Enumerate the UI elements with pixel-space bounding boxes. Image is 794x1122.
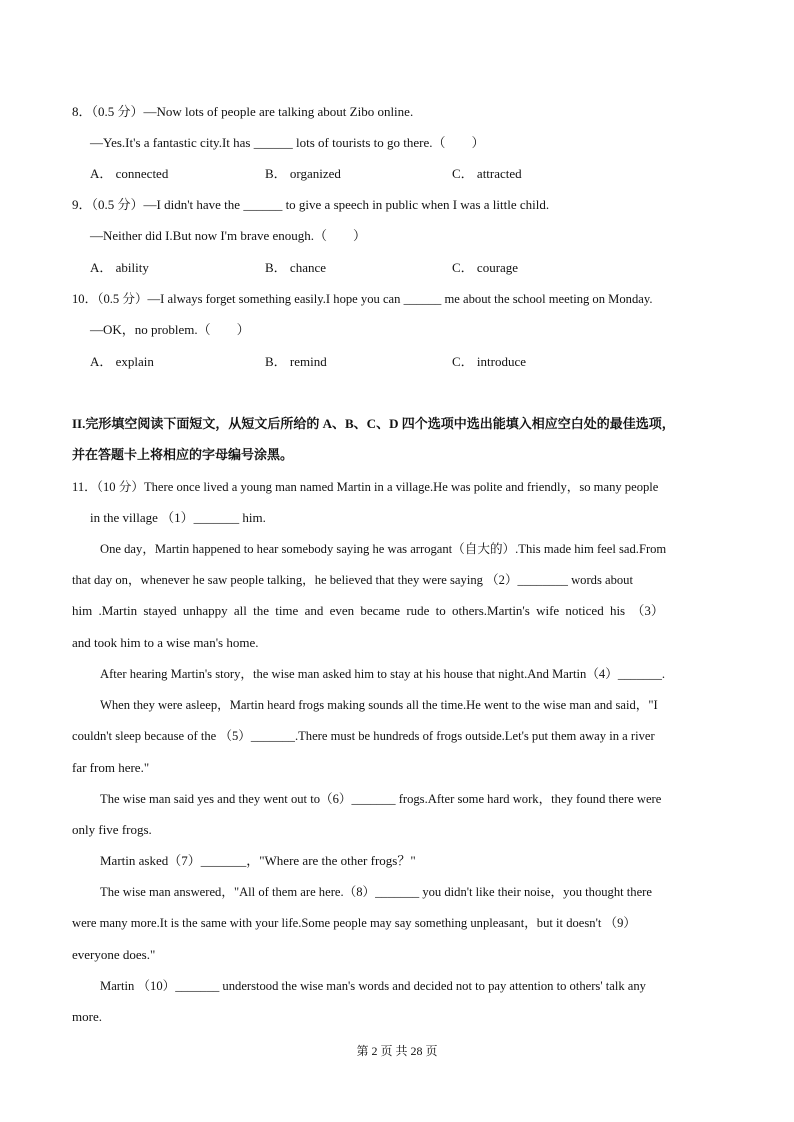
passage-line: that day on，whenever he saw people talking，he believed that they were saying （2）________ words about	[72, 573, 633, 587]
question-8-stem: 8．（0.5 分）—Now lots of people are talking about Zibo online.	[72, 104, 414, 119]
question-9-option-a: A． ability	[90, 260, 149, 275]
passage-line: The wise man answered，"All of them are here.（8）_______ you didn't like their noise，you thought there	[100, 885, 652, 899]
passage-line: The wise man said yes and they went out to（6）_______ frogs.After some hard work，they found there were	[100, 792, 662, 806]
question-10-option-a: A． explain	[90, 354, 154, 369]
passage-line: far from here."	[72, 760, 150, 775]
question-9-option-c: C． courage	[452, 260, 519, 275]
question-8-option-a: A． connected	[90, 166, 169, 181]
passage-line: After hearing Martin's story，the wise man asked him to stay at his house that night.And Martin（4）_______.	[100, 667, 666, 681]
passage-line: were many more.It is the same with your life.Some people may say something unpleasant，but it doesn't （9）	[72, 916, 636, 930]
passage-line: couldn't sleep because of the （5）_______.There must be hundreds of frogs outside.Let's put them away in a river	[72, 729, 655, 743]
passage-line: Martin （10）_______ understood the wise man's words and decided not to pay attention to others' talk any	[100, 979, 646, 993]
passage-line: One day，Martin happened to hear somebody saying he was arrogant（自大的）.This made him feel sad.From	[100, 542, 667, 556]
question-8-option-b: B． organized	[265, 166, 341, 181]
question-10-option-c: C． introduce	[452, 354, 527, 369]
passage-line: more.	[72, 1009, 102, 1024]
question-9-option-b: B． chance	[265, 260, 327, 275]
passage-line: When they were asleep，Martin heard frogs making sounds all the time.He went to the wise man and said，"I	[100, 698, 658, 712]
question-10-line2: —OK，no problem.（ ）	[90, 322, 250, 337]
passage-line: everyone does."	[72, 947, 156, 962]
question-9-line2: —Neither did I.But now I'm brave enough.（ ）	[90, 228, 367, 243]
passage-line: him .Martin stayed unhappy all the time and even became rude to others.Martin's wife noticed his （3）	[72, 603, 664, 618]
question-8-line2: —Yes.It's a fantastic city.It has ______ lots of tourists to go there.（ ）	[90, 135, 485, 150]
page-number-footer: 第 2 页 共 28 页	[356, 1044, 438, 1058]
section-2-heading-line2: 并在答题卡上将相应的字母编号涂黑。	[72, 447, 294, 462]
section-2-heading-line1: II.完形填空阅读下面短文，从短文后所给的 A、B、C、D 四个选项中选出能填入相应空白处的最佳选项，	[72, 416, 675, 431]
passage-line: only five frogs.	[72, 822, 152, 837]
passage-line: 11．（10 分）There once lived a young man named Martin in a village.He was polite and friendly，so many people	[72, 480, 659, 494]
question-8-option-c: C． attracted	[452, 166, 522, 181]
question-9-stem: 9．（0.5 分）—I didn't have the ______ to give a speech in public when I was a little child.	[72, 197, 550, 212]
passage-line: Martin asked（7）_______，"Where are the other frogs？"	[100, 853, 416, 868]
question-10-stem: 10．（0.5 分）—I always forget something easily.I hope you can ______ me about the school meeting on Monday.	[72, 292, 653, 306]
passage-line: and took him to a wise man's home.	[72, 635, 259, 650]
passage-line: in the village （1）_______ him.	[90, 510, 266, 525]
question-10-option-b: B． remind	[265, 354, 327, 369]
